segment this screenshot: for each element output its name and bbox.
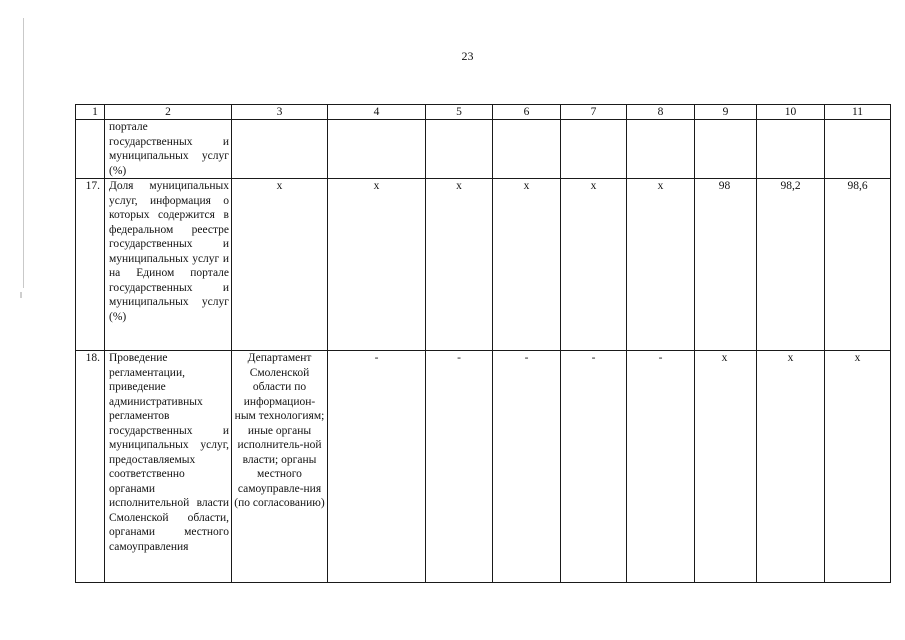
header-cell: 5 bbox=[426, 105, 493, 120]
value-cell: 98,2 bbox=[757, 179, 825, 351]
page-number: 23 bbox=[461, 49, 474, 63]
value-cell: - bbox=[426, 351, 493, 583]
value-cell: 98,6 bbox=[825, 179, 891, 351]
value-cell bbox=[493, 120, 561, 179]
value-cell: х bbox=[426, 179, 493, 351]
value-cell bbox=[426, 120, 493, 179]
indicator-name-cell: Доля муниципальных услуг, информация о которых содержится в федеральном реестре государственных и муниципальных услуг и на Едином портале государственных и муниципальных услуг (%) bbox=[105, 179, 232, 351]
value-cell: - bbox=[493, 351, 561, 583]
table-row bbox=[76, 120, 891, 179]
scan-margin-mark bbox=[20, 292, 22, 298]
header-cell: 7 bbox=[561, 105, 627, 120]
header-cell: 1 bbox=[76, 105, 105, 120]
value-cell: - bbox=[627, 351, 695, 583]
value-cell: 98 bbox=[695, 179, 757, 351]
value-cell: - bbox=[561, 351, 627, 583]
executor-cell: Департамент Смоленской области по информацион-ным технологиям; иные органы исполнитель-ной власти; органы местного самоуправле-ния (по согласованию) bbox=[232, 351, 328, 583]
value-cell: х bbox=[561, 179, 627, 351]
header-cell: 3 bbox=[232, 105, 328, 120]
value-cell: х bbox=[695, 351, 757, 583]
header-cell: 10 bbox=[757, 105, 825, 120]
row-number-cell: 17. bbox=[76, 179, 105, 351]
value-cell: - bbox=[328, 351, 426, 583]
table-row bbox=[76, 179, 891, 351]
value-cell bbox=[825, 120, 891, 179]
value-cell: х bbox=[757, 351, 825, 583]
executor-cell: х bbox=[232, 179, 328, 351]
indicators-table bbox=[75, 104, 891, 583]
header-cell: 8 bbox=[627, 105, 695, 120]
executor-cell bbox=[232, 120, 328, 179]
indicator-name-cell: Проведение регламентации, приведение административных регламентов государственных и муниципальных услуг, предоставляемых соответственно органами исполнительной власти Смоленской области, органами местного самоуправления bbox=[105, 351, 232, 583]
value-cell: х bbox=[328, 179, 426, 351]
indicator-name-cell: портале государственных и муниципальных услуг (%) bbox=[105, 120, 232, 179]
row-number-cell bbox=[76, 120, 105, 179]
value-cell bbox=[561, 120, 627, 179]
table-header-row bbox=[76, 105, 891, 120]
header-cell: 2 bbox=[105, 105, 232, 120]
header-cell: 6 bbox=[493, 105, 561, 120]
row-number-cell: 18. bbox=[76, 351, 105, 583]
value-cell: х bbox=[627, 179, 695, 351]
value-cell bbox=[627, 120, 695, 179]
header-cell: 11 bbox=[825, 105, 891, 120]
value-cell bbox=[328, 120, 426, 179]
header-cell: 9 bbox=[695, 105, 757, 120]
value-cell: х bbox=[825, 351, 891, 583]
header-cell: 4 bbox=[328, 105, 426, 120]
value-cell bbox=[757, 120, 825, 179]
table-row bbox=[76, 351, 891, 583]
value-cell bbox=[695, 120, 757, 179]
value-cell: х bbox=[493, 179, 561, 351]
